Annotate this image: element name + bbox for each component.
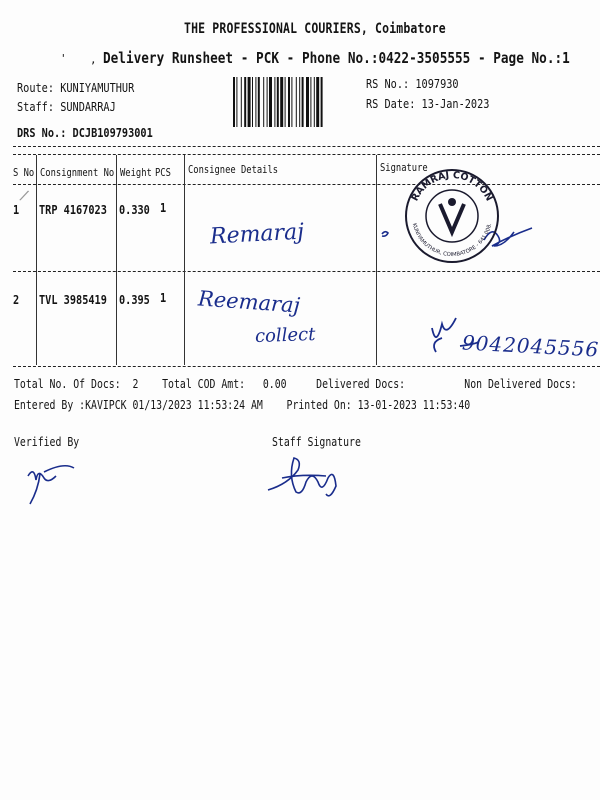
rs-no-label: RS No.:: [366, 76, 410, 91]
header-pcs: PCS: [155, 166, 171, 179]
entered-printed-line: [14, 398, 470, 412]
rs-no-line: [366, 76, 459, 91]
row2-pcs: 1: [160, 290, 167, 305]
company-stamp: [402, 166, 502, 266]
total-docs-value: 2: [132, 377, 139, 391]
col-divider: [116, 155, 117, 365]
runsheet-subtitle: Delivery Runsheet - PCK - Phone No.:0422-3505555 - Page No.:1: [103, 49, 570, 67]
col-divider: [36, 155, 37, 365]
col-divider: [184, 155, 185, 365]
rs-date-label: RS Date:: [366, 96, 416, 111]
header-consignee: Consignee Details: [188, 163, 279, 176]
row2-weight: 0.395: [119, 292, 150, 307]
row2-sno: 2: [13, 292, 20, 307]
rs-date-value: 13-Jan-2023: [421, 96, 490, 111]
route-value: KUNIYAMUTHUR: [60, 80, 135, 95]
row2-signature-phone: 9042045556: [461, 330, 600, 362]
staff-label: Staff:: [17, 99, 55, 114]
total-cod-value: 0.00: [262, 377, 287, 391]
row2-consignee-handwriting: Reemaraj: [197, 286, 301, 318]
rs-date-line: [366, 96, 489, 111]
row1-sno: 1: [13, 202, 20, 217]
header-sno: S No: [13, 166, 35, 179]
header-consignment: Consignment No: [40, 166, 115, 179]
drs-value: DCJB109793001: [72, 125, 153, 140]
table-bottom-rule: [13, 366, 600, 367]
stamp-name: RAMRAJ COTTON: [409, 169, 495, 204]
staff-signature-label: Staff Signature: [272, 435, 361, 449]
barcode: [233, 77, 355, 129]
route-label: Route:: [17, 80, 55, 95]
row2-consignee-handwriting-2: collect: [254, 323, 316, 348]
total-cod-label: Total COD Amt:: [162, 377, 246, 391]
entered-by: Entered By :KAVIPCK 01/13/2023 11:53:24 AM: [14, 398, 263, 412]
table-top-rule: [13, 146, 600, 147]
scan-mark: ': [60, 52, 67, 65]
total-docs-label: Total No. Of Docs:: [14, 377, 121, 391]
row1-weight: 0.330: [119, 202, 150, 217]
verifier-signature: [24, 458, 84, 518]
verified-by-label: Verified By: [14, 435, 80, 449]
row1-pcs: 1: [160, 200, 167, 215]
staff-signature: [262, 450, 352, 510]
header-weight: Weight: [120, 166, 152, 179]
scan-mark: ,: [90, 53, 97, 66]
totals-line: [14, 377, 577, 391]
header-bottom-rule: [13, 184, 600, 185]
scan-mark: /: [17, 187, 31, 205]
printed-on: Printed On: 13-01-2023 11:53:40: [286, 398, 471, 412]
header-signature: Signature: [380, 161, 428, 174]
rs-no-value: 1097930: [415, 76, 459, 91]
row1-consignee-handwriting: Remaraj: [209, 219, 305, 250]
table-top-rule-2: [13, 154, 600, 155]
route-line: [17, 80, 134, 95]
drs-line: [17, 125, 153, 140]
non-delivered-docs-label: Non Delivered Docs:: [464, 377, 577, 391]
delivered-docs-label: Delivered Docs:: [316, 377, 406, 391]
company-title: THE PROFESSIONAL COURIERS, Coimbatore: [184, 21, 446, 37]
staff-value: SUNDARRAJ: [60, 99, 116, 114]
row2-consignment: TVL 3985419: [39, 292, 107, 307]
row1-consignment: TRP 4167023: [39, 202, 107, 217]
staff-line: [17, 99, 116, 114]
stamp-address: KUNIYAMUTHUR, COIMBATORE - 641 008.: [410, 222, 494, 259]
drs-label: DRS No.:: [17, 125, 67, 140]
